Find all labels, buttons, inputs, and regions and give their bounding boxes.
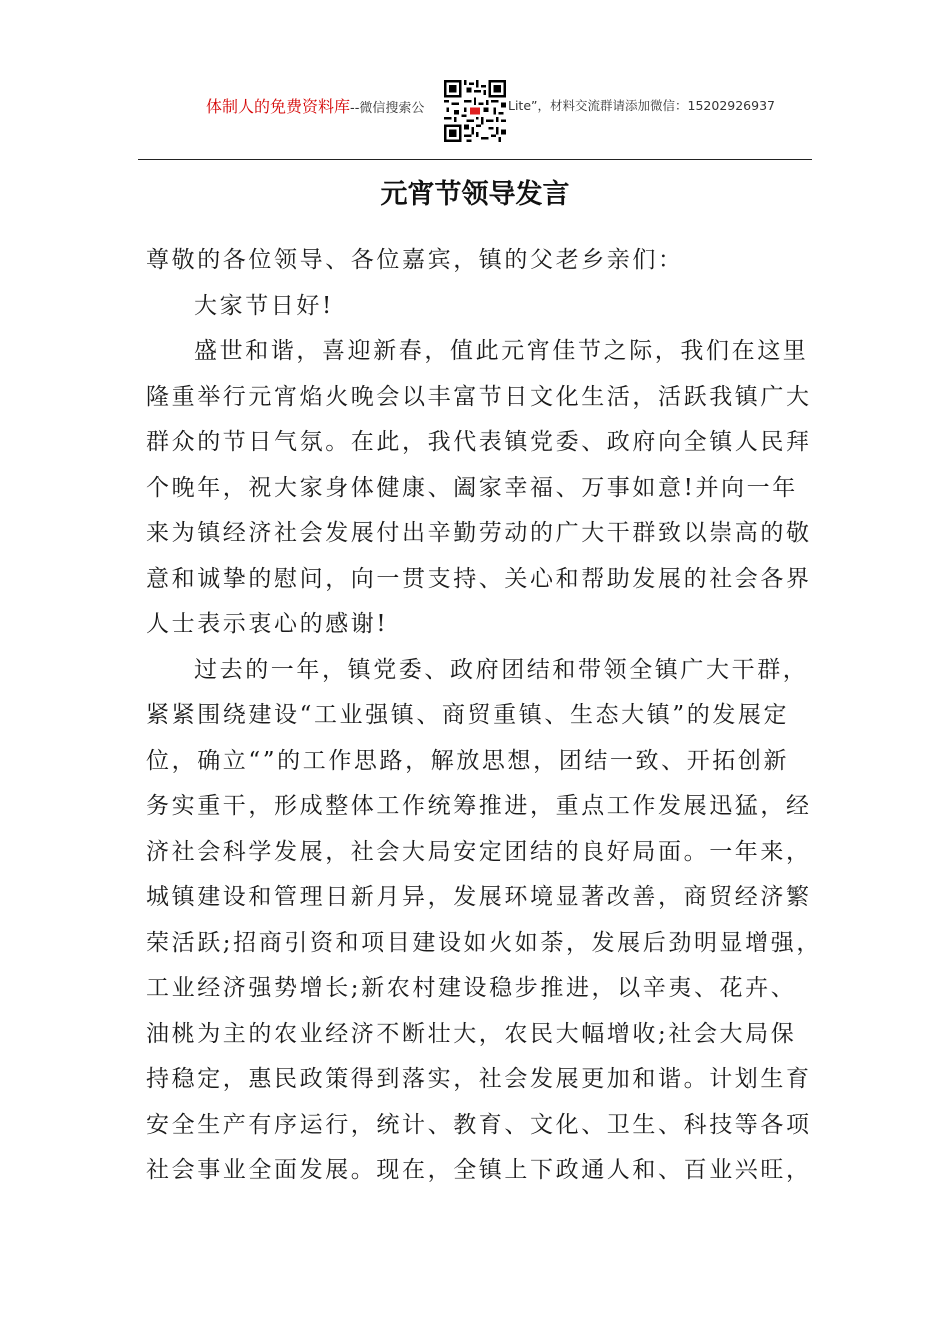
paragraph-line: 务实重干，形成整体工作统筹推进，重点工作发展迅猛，经 — [146, 793, 812, 819]
greeting: 大家节日好! — [194, 292, 334, 319]
paragraph-line: 意和诚挚的慰问，向一贯支持、关心和帮助发展的社会各界 — [146, 565, 812, 592]
paragraph-line: 位，确立“”的工作思路，解放思想，团结一致、开拓创新 — [146, 747, 790, 774]
qr-code-icon — [444, 80, 506, 142]
paragraph-line: 持稳定，惠民政策得到落实，社会发展更加和谐。计划生育 — [146, 1066, 812, 1092]
paragraph-line: 社会事业全面发展。现在，全镇上下政通人和、百业兴旺， — [146, 1157, 812, 1183]
brand-text: 体制人的免费资料库 — [206, 97, 351, 116]
paragraph-line: 盛世和谐，喜迎新春，值此元宵佳节之际，我们在这里 — [194, 338, 809, 364]
paragraph-line: 人士表示衷心的感谢! — [146, 611, 389, 637]
page-header — [138, 80, 812, 150]
paragraph-line: 紧紧围绕建设“工业强镇、商贸重镇、生态大镇”的发展定 — [146, 702, 790, 728]
search-hint: --微信搜索公 — [350, 101, 425, 116]
paragraph-line: 过去的一年，镇党委、政府团结和带领全镇广大干群， — [194, 656, 809, 683]
paragraph-line: 油桃为主的农业经济不断壮大，农民大幅增收;社会大局保 — [146, 1020, 797, 1047]
document-body — [146, 238, 826, 1194]
paragraph-line: 荣活跃;招商引资和项目建设如火如荼，发展后劲明显增强， — [146, 929, 822, 956]
header-right: Lite”，材料交流群请添加微信：15202926937 — [508, 98, 775, 113]
paragraph-line: 个晚年，祝大家身体健康、阖家幸福、万事如意!并向一年 — [146, 474, 798, 501]
header-left — [206, 94, 424, 117]
paragraph-line: 安全生产有序运行，统计、教育、文化、卫生、科技等各项 — [146, 1111, 812, 1138]
paragraph-line: 济社会科学发展，社会大局安定团结的良好局面。一年来， — [146, 838, 812, 865]
paragraph-line: 隆重举行元宵焰火晚会以丰富节日文化生活，活跃我镇广大 — [146, 383, 812, 410]
document-title: 元宵节领导发言 — [380, 179, 570, 210]
salutation: 尊敬的各位领导、各位嘉宾，镇的父老乡亲们： — [146, 247, 684, 273]
paragraph-line: 城镇建设和管理日新月异，发展环境显著改善，商贸经济繁 — [146, 884, 812, 910]
paragraph-line: 工业经济强势增长;新农村建设稳步推进，以辛夷、花卉、 — [146, 975, 797, 1001]
paragraph-line: 群众的节日气氛。在此，我代表镇党委、政府向全镇人民拜 — [146, 429, 812, 455]
paragraph-line: 来为镇经济社会发展付出辛勤劳动的广大干群致以崇高的敬 — [146, 520, 812, 546]
header-rule — [138, 159, 812, 160]
